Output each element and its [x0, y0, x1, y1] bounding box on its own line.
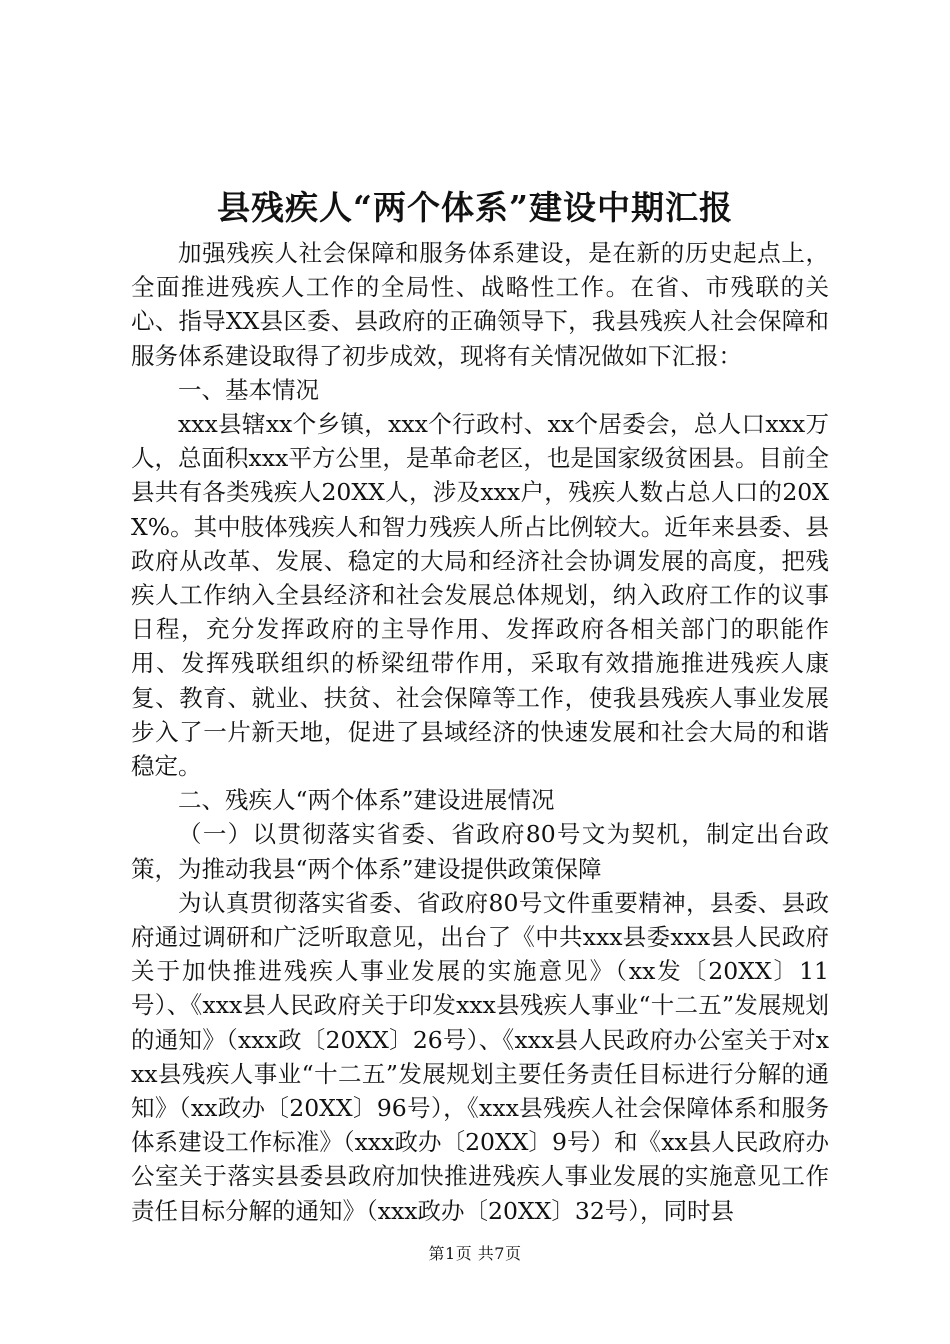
- paragraph-basic-situation: xxx县辖xx个乡镇，xxx个行政村、xx个居委会，总人口xxx万人，总面积xxx平方公里，是革命老区，也是国家级贫困县。目前全县共有各类残疾人20XX人，涉及xxx户，残疾人数占总人口的20XX%。其中肢体残疾人和智力残疾人所占比例较大。近年来县委、县政府从改革、发展、稳定的大局和经济社会协调发展的高度，把残疾人工作纳入全县经济和社会发展总体规划，纳入政府工作的议事日程，充分发挥政府的主导作用、发挥政府各相关部门的职能作用、发挥残联组织的桥梁纽带作用，采取有效措施推进残疾人康复、教育、就业、扶贫、社会保障等工作，使我县残疾人事业发展步入了一片新天地，促进了县域经济的快速发展和社会大局的和谐稳定。: [131, 410, 829, 781]
- document-body: [131, 236, 829, 1228]
- paragraph-intro: 加强残疾人社会保障和服务体系建设，是在新的历史起点上，全面推进残疾人工作的全局性、战略性工作。在省、市残联的关心、指导XX县区委、县政府的正确领导下，我县残疾人社会保障和服务体系建设取得了初步成效，现将有关情况做如下汇报：: [131, 239, 829, 370]
- paragraph-policy: 为认真贯彻落实省委、省政府80号文件重要精神，县委、县政府通过调研和广泛听取意见，出台了《中共xxx县委xxx县人民政府关于加快推进残疾人事业发展的实施意见》（xx发〔20XX〕11号）、《xxx县人民政府关于印发xxx县残疾人事业“十二五”发展规划的通知》（xxx政〔20XX〕26号）、《xxx县人民政府办公室关于对xxx县残疾人事业“十二五”发展规划主要任务责任目标进行分解的通知》（xx政办〔20XX〕96号），《xxx县残疾人社会保障体系和服务体系建设工作标准》（xxx政办〔20XX〕9号）和《xx县人民政府办公室关于落实县委县政府加快推进残疾人事业发展的实施意见工作责任目标分解的通知》（xxx政办〔20XX〕32号），同时县: [131, 888, 829, 1225]
- page-footer: 第1页 共7页: [428, 1244, 522, 1263]
- section-heading-basic: 一、基本情况: [178, 375, 319, 404]
- subsection-heading-policy: （一）以贯彻落实省委、省政府80号文为契机，制定出台政策，为推动我县“两个体系”建设提供政策保障: [131, 820, 829, 883]
- document-title: 县残疾人“两个体系”建设中期汇报: [217, 188, 733, 227]
- section-heading-progress: 二、残疾人“两个体系”建设进展情况: [178, 786, 555, 815]
